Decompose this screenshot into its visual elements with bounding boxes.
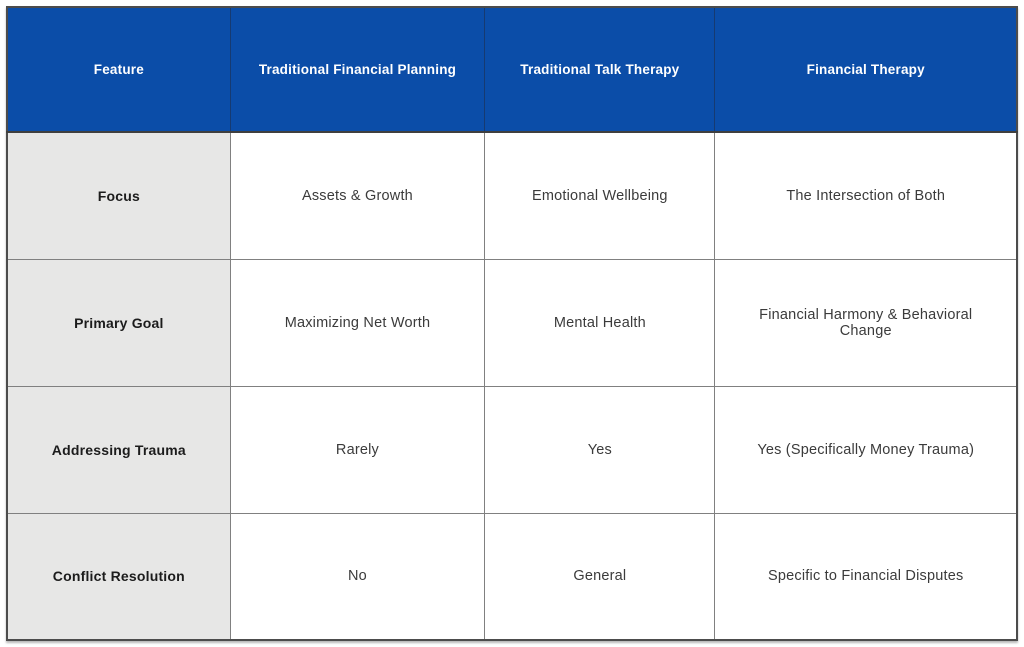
header-cell-feature: Feature [7, 7, 230, 132]
cell-conflict-resolution-financial-planning: No [230, 513, 485, 640]
cell-conflict-resolution-talk-therapy: General [485, 513, 715, 640]
row-header-conflict-resolution: Conflict Resolution [7, 513, 230, 640]
table-row-addressing-trauma [7, 386, 1017, 513]
table-row-primary-goal [7, 259, 1017, 386]
header-row [7, 7, 1017, 132]
header-cell-talk-therapy: Traditional Talk Therapy [485, 7, 715, 132]
table-row-focus [7, 132, 1017, 259]
comparison-table [6, 6, 1018, 641]
cell-addressing-trauma-talk-therapy: Yes [485, 386, 715, 513]
cell-primary-goal-financial-therapy: Financial Harmony & Behavioral Change [715, 259, 1017, 386]
table-row-conflict-resolution [7, 513, 1017, 640]
cell-focus-talk-therapy: Emotional Wellbeing [485, 132, 715, 259]
header-cell-financial-planning: Traditional Financial Planning [230, 7, 485, 132]
cell-addressing-trauma-financial-therapy: Yes (Specifically Money Trauma) [715, 386, 1017, 513]
cell-primary-goal-financial-planning: Maximizing Net Worth [230, 259, 485, 386]
header-cell-financial-therapy: Financial Therapy [715, 7, 1017, 132]
cell-addressing-trauma-financial-planning: Rarely [230, 386, 485, 513]
row-header-focus: Focus [7, 132, 230, 259]
cell-focus-financial-planning: Assets & Growth [230, 132, 485, 259]
cell-conflict-resolution-financial-therapy: Specific to Financial Disputes [715, 513, 1017, 640]
row-header-addressing-trauma: Addressing Trauma [7, 386, 230, 513]
row-header-primary-goal: Primary Goal [7, 259, 230, 386]
cell-primary-goal-talk-therapy: Mental Health [485, 259, 715, 386]
cell-focus-financial-therapy: The Intersection of Both [715, 132, 1017, 259]
